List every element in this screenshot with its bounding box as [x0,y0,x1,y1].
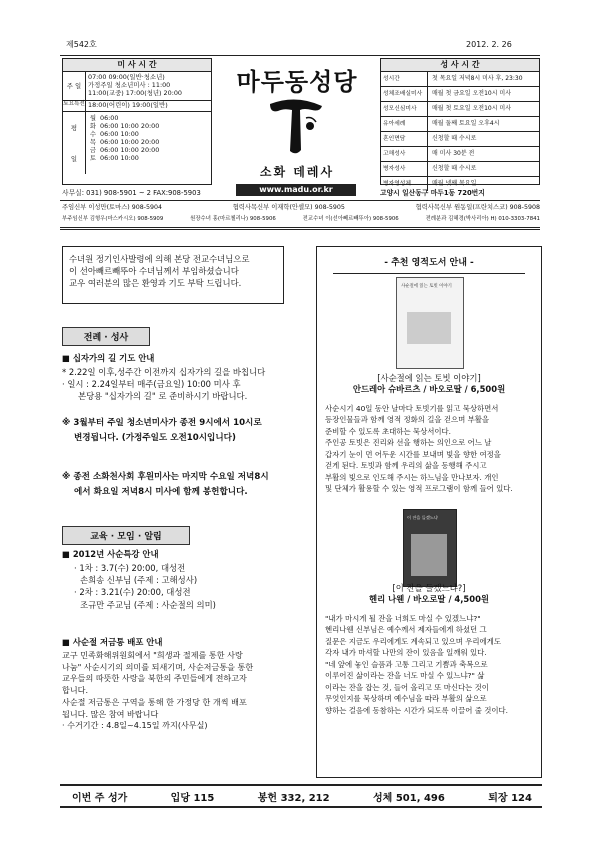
hymn-recessional: 퇴장 124 [488,793,532,804]
body-line: · 수거기간 : 4.8일~4.15일 까지(사무실) [62,720,208,731]
weekday-times: 06:00 [100,114,119,122]
body-line: · 일시 : 2.24일부터 매주(금요일) 10:00 미사 후 [62,379,241,390]
body-line: 무엇인지를 묵상하며 예수님을 따라 부활의 삶으로 [325,694,487,704]
mass-times-box [62,58,212,185]
weekday-times: 06:00 10:00 20:00 [100,146,160,154]
book2-title: [이 잔을 들겠느냐?] [392,583,466,593]
body-line: 조규만 주교님 (주제 : 사순절의 의미) [80,599,216,610]
body-line: 질문은 지금도 우리에게도 계속되고 있으며 우리에게도 [325,636,501,646]
staff-entry: 협력사목신부 원동일(프란치스코) 908-5908 [415,204,540,211]
mass-times-title: 미 사 시 간 [63,59,211,72]
weekday-day: 월 [89,114,97,122]
weekday-day: 금 [89,146,97,154]
weekday-times: 06:00 10:00 20:00 [100,138,160,146]
youth-mass-notice [62,416,302,445]
body-line: 사순절 저금통은 구역을 통해 한 가정당 한 개씩 배포 [62,696,247,707]
sacrament-row [381,147,539,162]
sacrament-text: 매 미사 30분 전 [432,150,475,157]
sacrament-row [381,87,539,102]
body-line: 손희송 신부님 (주제 : 고해성사) [80,575,198,586]
body-line: 준비할 수 있도록 초대하는 묵상서이다. [325,426,451,436]
sacrament-text: 매월 첫 토요일 오전10시 미사 [432,105,512,112]
savings-box-body [62,650,302,732]
body-line: ※ 종전 소화천사회 후원미사는 마지막 수요일 저녁8시 [62,472,269,482]
hymn-label: 이번 주 성가 [72,793,128,804]
hymn-communion: 성체 501, 496 [373,793,445,804]
saturday-label: 토요특전 [63,101,86,111]
way-of-cross-title: ■ 십자가의 길 기도 안내 [62,353,155,363]
books-heading: - 추천 영적도서 안내 - [384,258,474,268]
body-line: 향하는 걸음에 동참하는 시간가 되도록 이끌어 줄 것이다. [325,705,509,715]
sacrament-label: 성시간 [381,72,428,86]
book2-author: 헨리 나웬 / 바오로딸 / 4,500원 [369,594,489,605]
body-line: 됩니다. 많은 참여 바랍니다 [62,708,159,719]
sacrament-row [381,132,539,147]
issue-date: 2012. 2. 26 [466,40,512,49]
parish-name: 마두동성당 [236,68,358,96]
weekday-day: 목 [89,138,97,146]
sacrament-text: 신청할 때 수시로 [432,165,477,172]
book1-title: [사순절에 읽는 토빗 이야기] [377,373,481,383]
weekday-times: 06:00 10:00 [100,154,139,162]
sacrament-row [381,117,539,132]
book1-description [325,403,537,495]
body-line: 교우들의 따뜻한 사랑을 북한의 주민들에게 전하고자 [62,673,247,684]
sacrament-label: 혼인면담 [381,132,428,146]
parish-website[interactable]: www.madu.or.kr [236,184,356,196]
sacrament-label: 유아세례 [381,117,428,131]
sacrament-row [381,162,539,177]
book2-info [317,583,541,606]
education-heading: 교육 · 모임 · 알림 [62,526,190,545]
weekday-times: 06:00 10:00 20:00 [100,122,160,130]
sacrament-text: 매월 넷째 목요일 [432,180,477,187]
saturday-line: 18:00(어린이) 19:00(일반) [88,101,168,109]
staff-entry: 원장수녀 홍(마르첼리나) 908-5906 [190,216,276,222]
body-line: 걷게 된다. 토빗과 함께 우리의 삶을 동행해 주시고 [325,461,487,471]
weekday-times: 06:00 10:00 [100,130,139,138]
book2-cover [403,509,457,587]
body-line: 이라는 잔을 잡는 것, 들어 올리고 또 마신다는 것이 [325,682,489,692]
sacrament-row [381,72,539,87]
body-line: 및 단체가 활용할 수 있는 영적 프로그램이 함께 들어 있다. [325,484,513,494]
body-line: · 2차 : 3.21(수) 20:00, 대성전 [74,587,191,598]
body-line: · 1차 : 3.7(수) 20:00, 대성전 [74,563,186,573]
sacrament-label: 병자성사 [381,162,428,176]
sunday-line: 11:00(교중) 17:00(청년) 20:00 [88,89,182,97]
sacrament-times-box [380,58,540,185]
sacrament-text: 첫 목요일 저녁8시 미사 후, 23:30 [432,75,523,82]
book2-description [325,613,537,716]
staff-line-2 [62,216,540,223]
cross-logo-icon [266,96,326,158]
weekday-day: 수 [89,130,97,138]
sacrament-text: 신청할 때 수시로 [432,135,477,142]
book1-author: 안드레아 슈바르츠 / 바오로딸 / 6,500원 [352,384,506,395]
body-line: * 2.22일 이후,성주간 이전까지 십자가의 길을 바칩니다 [62,367,266,377]
issue-number: 제542호 [66,40,97,49]
way-of-cross-body [62,366,302,403]
book1-cover-title: 사순절에 읽는 토빗 이야기 [401,284,452,289]
body-line: 변경됩니다. (가정주일도 오전10시입니다) [74,432,236,443]
sunday-label: 주 일 [63,72,86,100]
book2-cover-image [411,534,447,576]
liturgy-heading: 전례 · 성사 [62,327,150,346]
weekday-day: 토 [89,154,97,162]
hymn-offertory: 봉헌 332, 212 [257,793,330,804]
notice-box [62,246,284,304]
body-line: 갑자기 눈이 먼 어두운 시간를 보내며 빛을 향한 여정을 [325,449,501,459]
parish-address: 고양시 일산동구 마두1동 720번지 [380,189,485,197]
sunday-line: 07:00 09:00(일반·청소년) [88,73,165,81]
body-line: 교구 민족화해위원회에서 "희생과 절제를 통한 사랑 [62,650,243,660]
body-line: 등장인물들과 함께 영적 정화의 길을 걷으며 부활을 [325,415,490,425]
savings-box-title: ■ 사순절 저금통 배포 안내 [62,637,163,647]
staff-entry: 주임신부 이성만(토마스) 908-5904 [62,204,163,211]
staff-entry: 전례분과 김혜경(박사리아) H) 010-3303-7841 [425,216,540,222]
notice-line: 수녀원 정기인사발령에 의해 본당 전교수녀님으로 [69,254,250,264]
book1-cover-image [407,312,451,344]
sacrament-label: 병자영성체 [381,177,428,191]
sacrament-text: 매월 첫 금요일 오전10시 미사 [432,90,512,97]
staff-entry: 부주임신부 김형우(마스카시오) 908-5909 [62,216,164,222]
sacrament-times-title: 성 사 시 간 [381,59,539,72]
body-line: 이루어진 삶이라는 잔을 너도 마실 수 있느냐?" 삶 [325,671,485,681]
lent-lecture-title: ■ 2012년 사순특강 안내 [62,549,159,559]
sacrament-label: 성체조배실미사 [381,87,428,101]
body-line: 에서 화요일 저녁8시 미사에 함께 봉헌합니다. [74,486,248,497]
weekday-label: 일 [70,154,78,163]
sacrament-label: 고해성사 [381,147,428,161]
body-line: 헨리나웬 신부님은 예수께서 제자들에게 하셨던 그 [325,625,487,635]
book1-cover [396,277,464,369]
sohwa-mass-notice [62,470,302,499]
body-line: 본당용 "십자가의 길" 로 준비하시기 바랍니다. [78,391,248,402]
body-line: "네 앞에 놓인 슬픔과 고통 그리고 기쁨과 축복으로 [325,659,488,669]
body-line: 나눔" 사순시기의 의미를 되새기며, 사순저금통을 통한 [62,661,254,672]
weekday-day: 화 [89,122,97,130]
books-box [316,246,542,778]
body-line: ※ 3월부터 주일 청소년미사가 종전 9시에서 10시로 [62,418,262,428]
hymn-footer [72,789,532,804]
staff-entry: 전교수녀 이(선아빼르빼뚜아) 908-5906 [302,216,399,222]
body-line: "내가 마시게 될 잔을 너희도 마실 수 있겠느냐?" [325,614,481,623]
lent-lecture-body [74,562,304,611]
book1-info [317,373,541,396]
staff-entry: 협력사목신부 이재학(안셀모) 908-5905 [232,204,345,211]
book2-cover-title: 이 잔을 들겠느냐 [407,515,438,520]
parish-patron: 소화 데레사 [259,165,335,179]
body-line: 합니다. [62,685,89,696]
office-contact: 사무실: 031) 908-5901 ~ 2 FAX:908-5903 [62,189,201,197]
weekday-label: 평 [70,123,78,132]
sacrament-row [381,102,539,117]
body-line: 사순시기 40일 동안 날마다 토빗기를 읽고 묵상하면서 [325,404,499,413]
staff-line-1 [62,204,540,212]
body-line: 각자 내가 마셔할 나만의 잔이 있음을 일깨워 있다. [325,648,487,658]
sunday-line: 가정주일 청소년미사 : 11:00 [88,81,171,89]
notice-line: 교우 여러분의 많은 환영과 기도 부탁 드립니다. [69,278,242,289]
notice-line: 이 선아빼르빼뚜아 수녀님께서 부임하셨습니다 [69,266,239,277]
body-line: 부활의 빛으로 인도해 주시는 하느님을 만나보자. 개인 [325,472,499,482]
sacrament-text: 매월 둘째 토요일 오후4시 [432,120,500,127]
hymn-entrance: 입당 115 [170,793,215,804]
sacrament-label: 성모신심미사 [381,102,428,116]
body-line: 주인공 토빗은 진리와 선을 행하는 의인으로 어느 날 [325,438,492,448]
